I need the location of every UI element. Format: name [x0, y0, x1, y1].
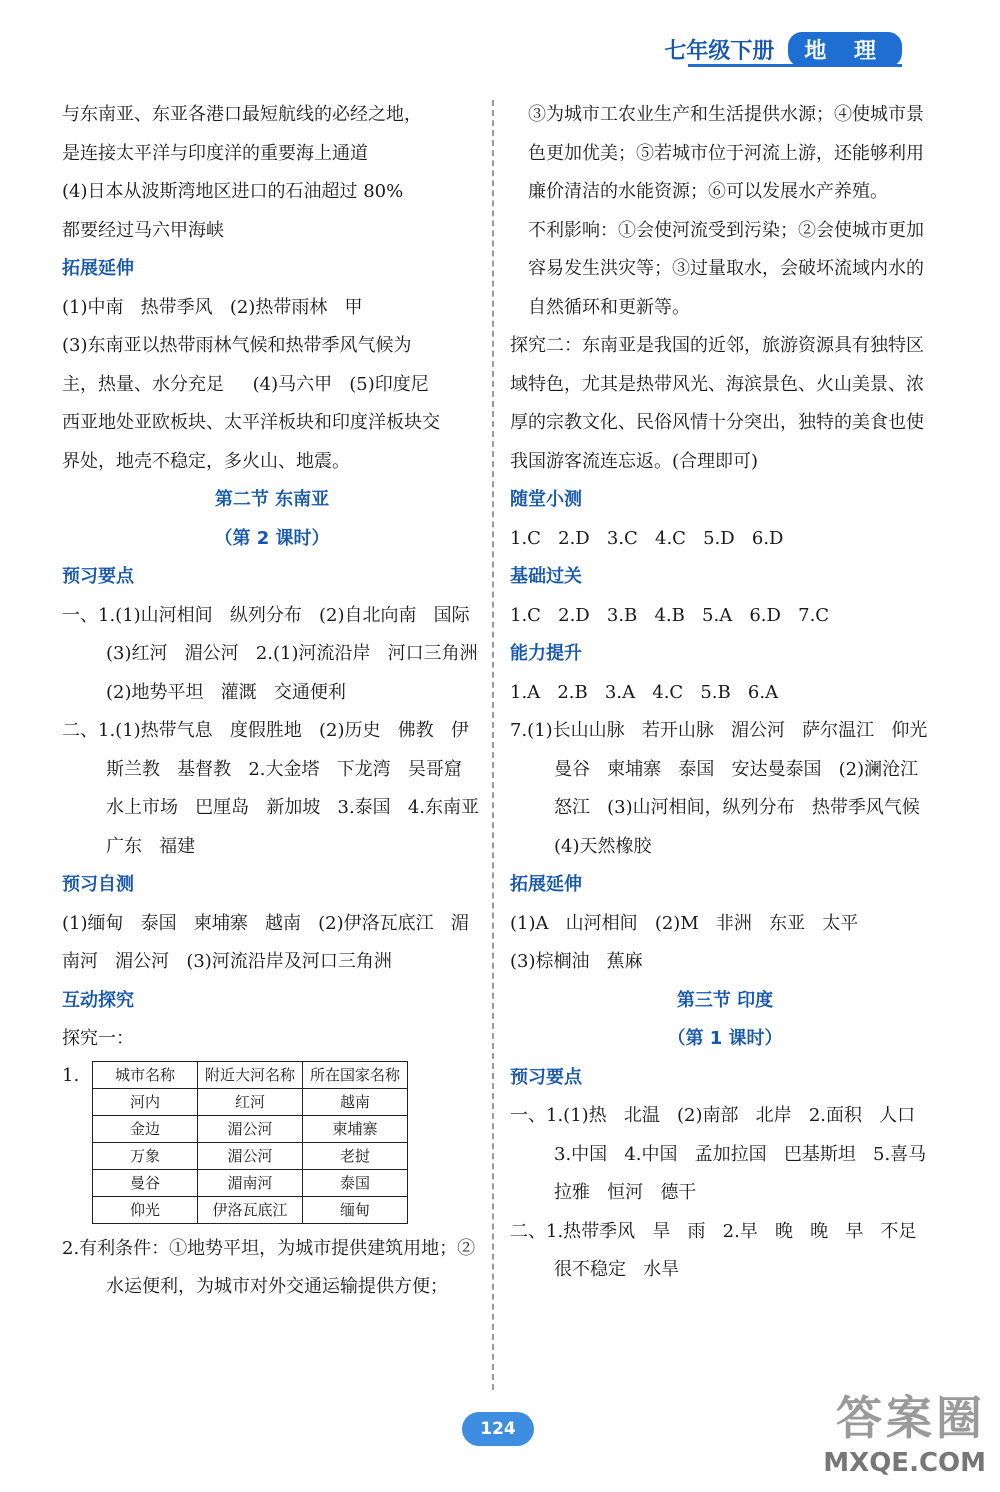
section-title: （第 2 课时） [214, 527, 330, 549]
city-table-block [62, 1061, 482, 1224]
table-cell: 湄公河 [198, 1142, 303, 1169]
answer-text: 2.有利条件：①地势平坦，为城市提供建筑用地；②水运便利，为城市对外交通运输提供方便； [62, 1237, 476, 1297]
section-heading: 随堂小测 [510, 489, 582, 510]
page-header [664, 32, 902, 67]
section-title: 第三节 印度 [676, 989, 774, 1011]
table-header-cell: 城市名称 [93, 1061, 198, 1088]
section-heading: 预习要点 [510, 1066, 582, 1088]
answer-text: (1)中南 热带季风 (2)热带雨林 甲 [62, 296, 363, 318]
table-cell: 湄南河 [198, 1169, 303, 1196]
table-cell: 万象 [93, 1142, 198, 1169]
section-heading: 拓展延伸 [62, 258, 134, 279]
answer-text: 是连接太平洋与印度洋的重要海上通道 [62, 142, 368, 164]
table-row [93, 1088, 408, 1115]
answer-text: 界处，地壳不稳定，多火山、地震。 [62, 450, 350, 472]
watermark-site: MXQE.COM [823, 1448, 986, 1478]
answer-text: 探究一： [62, 1028, 134, 1049]
section-heading: 预习要点 [62, 566, 134, 587]
table-cell: 伊洛瓦底江 [198, 1196, 303, 1223]
section-heading: 能力提升 [510, 643, 582, 664]
answer-text: 都要经过马六甲海峡 [62, 219, 224, 241]
table-cell: 河内 [93, 1088, 198, 1115]
section-heading: 互动探究 [62, 989, 134, 1011]
answer-text: 1.C 2.D 3.B 4.B 5.A 6.D 7.C [510, 604, 830, 626]
answer-text: (4)日本从波斯湾地区进口的石油超过 80% [62, 181, 404, 202]
table-row [93, 1196, 408, 1223]
answer-text: 一、1.(1)山河相间 纵列分布 (2)自北向南 国际 (3)红河 湄公河 2.(1)河流沿岸 河口三角洲 (2)地势平坦 灌溉 交通便利 [62, 604, 495, 703]
answer-text: 与东南亚、东亚各港口最短航线的必经之地， [62, 104, 422, 125]
table-cell: 红河 [198, 1088, 303, 1115]
watermark [823, 1382, 986, 1478]
section-heading: 基础过关 [510, 566, 582, 587]
page-number: 124 [462, 1412, 534, 1446]
table-cell: 柬埔寨 [303, 1115, 408, 1142]
table-header-cell: 附近大河名称 [198, 1061, 303, 1088]
answer-text: 西亚地处亚欧板块、太平洋板块和印度洋板块交 [62, 412, 440, 433]
answer-text: (1)A 山河相间 (2)M 非洲 东亚 太平 [510, 912, 859, 934]
table-cell: 泰国 [303, 1169, 408, 1196]
answer-text: (1)缅甸 泰国 柬埔寨 越南 (2)伊洛瓦底江 湄南河 湄公河 (3)河流沿岸及河口三角洲 [62, 912, 469, 972]
table-row [93, 1115, 408, 1142]
column-divider [492, 100, 494, 1390]
section-title: 第二节 东南亚 [214, 489, 330, 510]
answer-text: 1.A 2.B 3.A 4.C 5.B 6.A [510, 681, 779, 703]
subject-badge: 地 理 [788, 32, 902, 67]
answer-text: 7.(1)长山山脉 若开山脉 湄公河 萨尔温江 仰光 曼谷 柬埔寨 泰国 安达曼泰国 (2)澜沧江 怒江 (3)山河相间，纵列分布 热带季风气候 (4)天然橡胶 [510, 720, 945, 857]
grade-label: 七年级下册 [664, 39, 775, 64]
answer-text: 不利影响：①会使河流受到污染；②会使城市更加容易发生洪灾等；③过量取水，会破坏流域内水的自然循环和更新等。 [528, 219, 924, 318]
table-header-row [93, 1061, 408, 1088]
table-cell: 湄公河 [198, 1115, 303, 1142]
answer-text: (3)东南亚以热带雨林气候和热带季风气候为 [62, 335, 412, 356]
table-row [93, 1142, 408, 1169]
city-river-table [92, 1061, 408, 1224]
answer-text: 探究二：东南亚是我国的近邻，旅游资源具有独特区域特色，尤其是热带风光、海滨景色、火山美景、浓厚的宗教文化、民俗风情十分突出，独特的美食也使我国游客流连忘返。(合理即可) [510, 335, 924, 472]
answer-text: 1.C 2.D 3.C 4.C 5.D 6.D [510, 527, 784, 549]
header-rule [688, 64, 902, 67]
answer-text: 二、1.热带季风 旱 雨 2.早 晚 晚 早 不足 很不稳定 水旱 [510, 1220, 934, 1280]
table-number: 1. [62, 1064, 80, 1086]
table-header-cell: 所在国家名称 [303, 1061, 408, 1088]
answer-text: 二、1.(1)热带气息 度假胜地 (2)历史 佛教 伊斯兰教 基督教 2.大金塔 下龙湾 吴哥窟 水上市场 巴厘岛 新加坡 3.泰国 4.东南亚 广东 福建 [62, 720, 497, 857]
section-heading: 预习自测 [62, 874, 134, 895]
section-title: （第 1 课时） [667, 1028, 783, 1049]
answer-text: ③为城市工农业生产和生活提供水源；④使城市景色更加优美；⑤若城市位于河流上游，还能够利用廉价清洁的水能资源；⑥可以发展水产养殖。 [528, 104, 924, 202]
table-cell: 曼谷 [93, 1169, 198, 1196]
left-column [62, 96, 497, 1307]
table-row [93, 1169, 408, 1196]
table-cell: 越南 [303, 1088, 408, 1115]
table-cell: 老挝 [303, 1142, 408, 1169]
table-cell: 缅甸 [303, 1196, 408, 1223]
answer-text: 主，热量、水分充足 (4)马六甲 (5)印度尼 [62, 373, 429, 395]
right-column [510, 96, 945, 1290]
table-cell: 金边 [93, 1115, 198, 1142]
answer-text: 一、1.(1)热 北温 (2)南部 北岸 2.面积 人口 3.中国 4.中国 孟加拉国 巴基斯坦 5.喜马拉雅 恒河 德干 [510, 1105, 933, 1203]
watermark-logo: 答案圈 [836, 1391, 986, 1445]
answer-text: (3)棕榈油 蕉麻 [510, 951, 643, 972]
table-cell: 仰光 [93, 1196, 198, 1223]
section-heading: 拓展延伸 [510, 874, 582, 895]
